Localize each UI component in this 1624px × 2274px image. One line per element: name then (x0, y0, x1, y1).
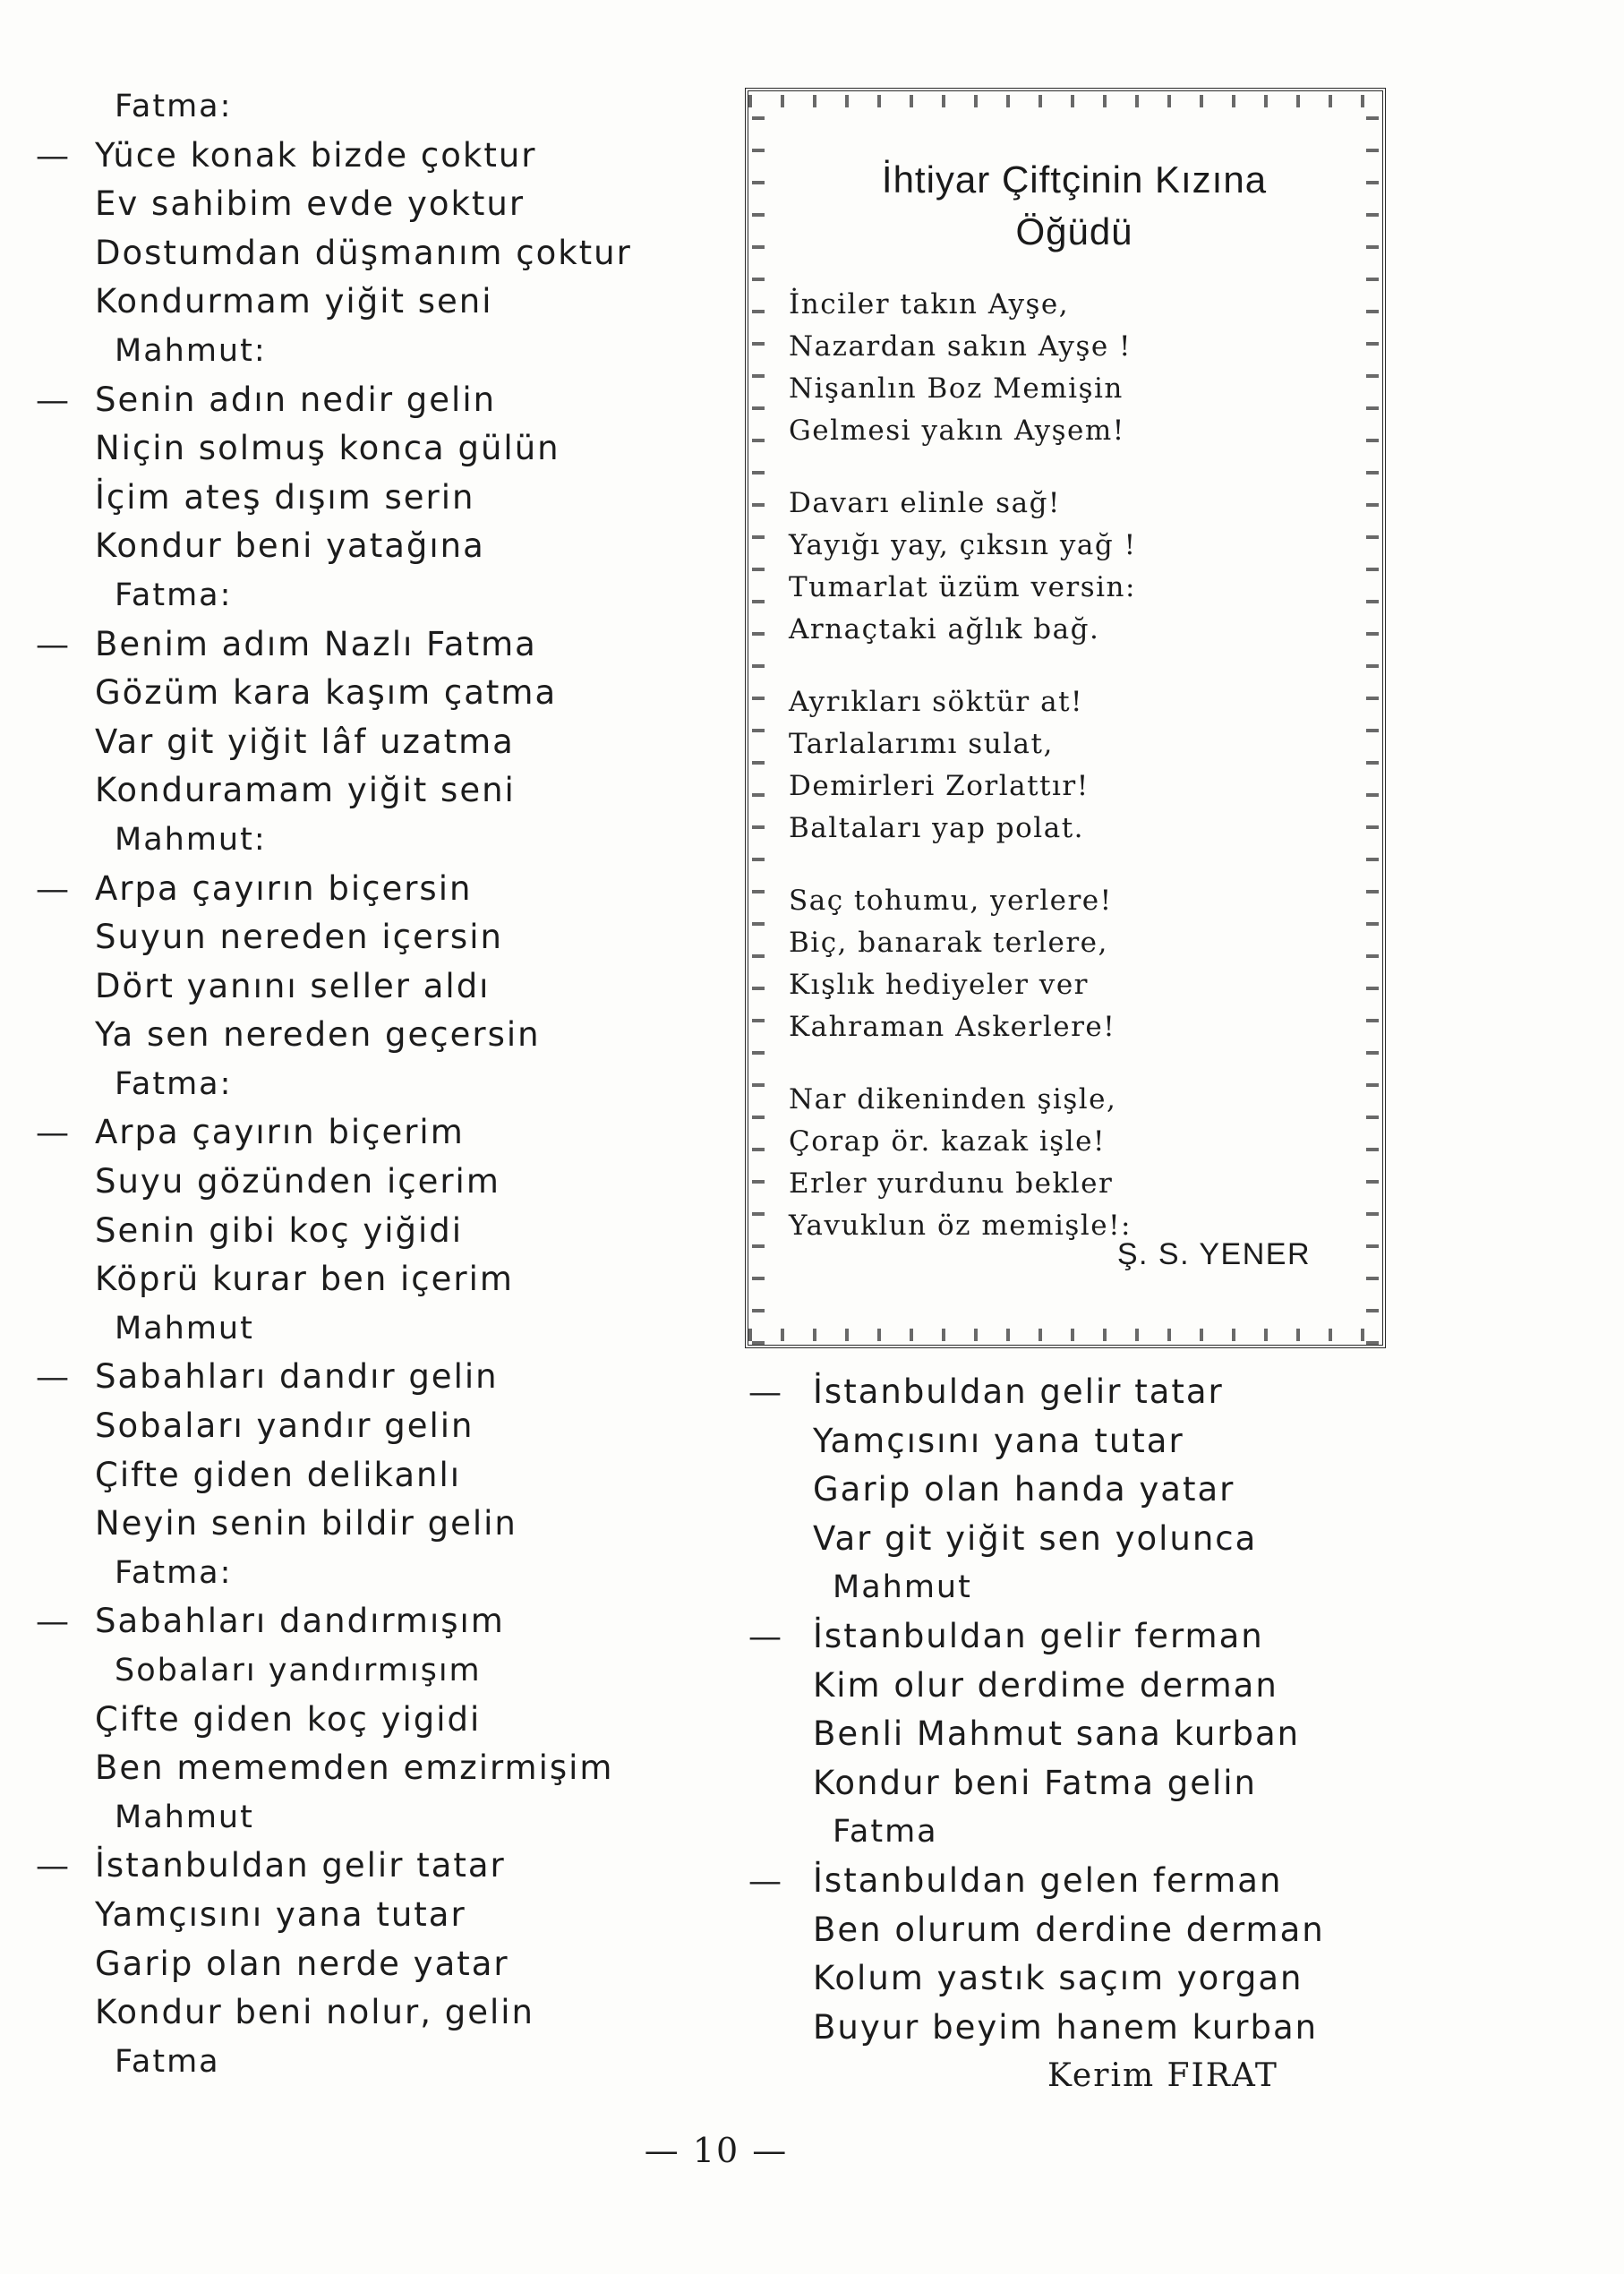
verse-text: Garip olan nerde yatar (95, 1944, 509, 1983)
verse-text: Senin adın nedir gelin (95, 380, 497, 419)
poem-title-line-1: İhtiyar Çiftçinin Kızına (881, 158, 1268, 201)
verse-text: Çifte giden delikanlı (95, 1455, 462, 1494)
speaker-name: Fatma: (115, 1065, 233, 1102)
left_column-line (36, 82, 716, 132)
verse-text: İçim ateş dışım serin (95, 477, 475, 517)
verse-text: Dostumdan düşmanım çoktur (95, 233, 632, 272)
speaker-name: Mahmut: (115, 821, 267, 858)
left_column-line (36, 327, 716, 376)
left_column-line (36, 1842, 716, 1891)
left_column-line (36, 229, 716, 278)
speaker-name: Fatma: (115, 1554, 233, 1591)
poem-stanza (789, 483, 1344, 651)
dialogue-dash: — (748, 1860, 783, 1900)
verse-text: Kondur beni nolur, gelin (95, 1993, 534, 2032)
right_column-line (748, 2004, 1375, 2053)
speaker-name: Fatma: (115, 577, 233, 613)
poem-verse-line: Ayrıkları söktür at! (789, 686, 1083, 718)
frame-border-left (752, 91, 765, 1345)
left_column-line (36, 1304, 716, 1354)
left_column-line (36, 1744, 716, 1793)
speaker-name: Mahmut (833, 1569, 972, 1606)
verse-text: Benim adım Nazlı Fatma (95, 624, 537, 663)
dialogue-dash: — (748, 1372, 783, 1411)
left_column-line (36, 865, 716, 914)
poem-verse-line: Yayığı yay, çıksın yağ ! (789, 529, 1137, 561)
speaker-name: Mahmut: (115, 332, 267, 369)
left_column-line (36, 1402, 716, 1451)
verse-text: Yüce konak bizde çoktur (95, 135, 537, 175)
frame-border-right (1366, 91, 1379, 1345)
frame-border-bottom (748, 1329, 1382, 1341)
verse-text: Sabahları dandırmışım (95, 1602, 505, 1641)
verse-text: Ben mememden emzirmişim (95, 1748, 614, 1788)
left_column-line (36, 1500, 716, 1549)
left_column-line (36, 1108, 716, 1158)
poem-title (784, 154, 1364, 258)
verse-text: Senin gibi koç yiğidi (95, 1210, 464, 1250)
poem-verse-line: Davarı elinle sağ! (789, 487, 1061, 519)
poem-stanza (789, 880, 1344, 1048)
dialogue-dash: — (36, 624, 71, 663)
verse-text: Neyin senin bildir gelin (95, 1504, 517, 1543)
poem-verse-line: İnciler takın Ayşe, (789, 288, 1070, 321)
left_column-line (36, 522, 716, 571)
verse-text: Kondur beni yatağına (95, 526, 485, 566)
right_column-line (748, 1954, 1375, 2004)
dialogue-dash: — (748, 1616, 783, 1655)
poem-verse-line: Yavuklun öz memişle!: (789, 1210, 1132, 1242)
verse-text: Niçin solmuş konca gülün (95, 429, 560, 468)
author-name: Kerim FIRAT (1047, 2057, 1278, 2095)
poem-verse-line: Arnaçtaki ağlık bağ. (789, 613, 1100, 645)
verse-text: Kolum yastık saçım yorgan (813, 1959, 1303, 1998)
poem-verse-line: Demirleri Zorlattır! (789, 770, 1090, 802)
right_column-line (748, 1466, 1375, 1515)
right-column-poem (748, 1368, 1375, 2101)
left_column-line (36, 376, 716, 425)
poem-verse-line: Kışlık hediyeler ver (789, 969, 1089, 1001)
right_column-line (748, 2052, 1375, 2101)
left_column-line (36, 1988, 716, 2038)
left_column-line (36, 962, 716, 1012)
verse-text: Benli Mahmut sana kurban (813, 1714, 1301, 1754)
right_column-line (748, 1612, 1375, 1662)
poem-verse-line: Tumarlat üzüm versin: (789, 571, 1136, 603)
poem-verse-line: Tarlalarımı sulat, (789, 728, 1054, 760)
poem-verse-line: Saç tohumu, yerlere! (789, 885, 1113, 917)
left_column-line (36, 278, 716, 327)
verse-text: Köprü kurar ben içerim (95, 1260, 514, 1299)
verse-text: Çifte giden koç yigidi (95, 1699, 482, 1739)
right_column-line (748, 1515, 1375, 1564)
verse-text: Sobaları yandır gelin (95, 1406, 474, 1446)
right_column-line (748, 1417, 1375, 1466)
left_column-line (36, 1060, 716, 1109)
speaker-name: Fatma: (115, 89, 233, 124)
speaker-name: Fatma (115, 2043, 220, 2080)
left_column-line (36, 1696, 716, 1745)
dialogue-dash: — (36, 380, 71, 419)
verse-text: Konduramam yiğit seni (95, 771, 516, 810)
right_column-line (748, 1368, 1375, 1417)
left_column-line (36, 1597, 716, 1646)
page-number: — 10 — (644, 2131, 789, 2170)
verse-text: Suyun nereden içersin (95, 918, 503, 957)
poem-verse-line: Nazardan sakın Ayşe ! (789, 330, 1133, 363)
right_column-line (748, 1662, 1375, 1711)
verse-text: Kondurmam yiğit seni (95, 282, 493, 321)
verse-text: Arpa çayırın biçerim (95, 1113, 465, 1152)
left_column-line (36, 180, 716, 229)
speaker-name: Mahmut (115, 1310, 254, 1346)
poem-verse-line: Erler yurdunu bekler (789, 1167, 1114, 1200)
poem-verse-line: Biç, banarak terlere, (789, 927, 1108, 959)
dialogue-dash: — (36, 135, 71, 175)
left-column-poem (36, 82, 716, 2086)
left_column-line (36, 913, 716, 962)
left_column-line (36, 1891, 716, 1940)
verse-text: Ben olurum derdine derman (813, 1910, 1325, 1949)
left_column-line (36, 1207, 716, 1256)
verse-text: Sabahları dandır gelin (95, 1357, 499, 1397)
poem-stanzas (789, 284, 1344, 1278)
verse-text: Dört yanını seller aldı (95, 966, 491, 1005)
speaker-name: Fatma (833, 1814, 938, 1851)
left_column-line (36, 1353, 716, 1402)
verse-text: Buyur beyim hanem kurban (813, 2007, 1319, 2047)
poem-verse-line: Çorap ör. kazak işle! (789, 1125, 1106, 1158)
left_column-line (36, 1646, 716, 1696)
left_column-line (36, 1793, 716, 1842)
left_column-line (36, 1549, 716, 1598)
right_column-line (748, 1759, 1375, 1808)
verse-text: Ev sahibim evde yoktur (95, 184, 526, 224)
poem-stanza (789, 1079, 1344, 1247)
left_column-line (36, 2038, 716, 2087)
verse-text: Var git yiğit lâf uzatma (95, 722, 515, 761)
verse-text: Kondur beni Fatma gelin (813, 1763, 1257, 1802)
verse-text: Gözüm kara kaşım çatma (95, 673, 558, 713)
left_column-line (36, 571, 716, 620)
left_column-line (36, 620, 716, 670)
right_column-line (748, 1808, 1375, 1857)
left_column-line (36, 718, 716, 767)
right_column-line (748, 1906, 1375, 1955)
left_column-line (36, 132, 716, 181)
left_column-line (36, 424, 716, 474)
poem-verse-line: Nişanlın Boz Memişin (789, 372, 1124, 405)
verse-text: Suyu gözünden içerim (95, 1162, 500, 1201)
dialogue-dash: — (36, 1357, 71, 1397)
left_column-line (36, 1940, 716, 1989)
dialogue-dash: — (36, 1602, 71, 1641)
verse-text: Kim olur derdime derman (813, 1665, 1278, 1705)
left_column-line (36, 1451, 716, 1500)
verse-text: Yamçısını yana tutar (813, 1421, 1184, 1460)
poem-verse-line: Baltaları yap polat. (789, 812, 1085, 844)
verse-text: Var git yiğit sen yolunca (813, 1518, 1258, 1558)
right_column-line (748, 1563, 1375, 1612)
dialogue-dash: — (36, 1846, 71, 1885)
left_column-line (36, 474, 716, 523)
verse-text: Arpa çayırın biçersin (95, 868, 473, 908)
left_column-line (36, 766, 716, 816)
poem-verse-line: Kahraman Askerlere! (789, 1011, 1116, 1043)
framed-poem-box (745, 88, 1386, 1348)
speaker-name: Mahmut (115, 1799, 254, 1835)
frame-border-top (748, 95, 1382, 107)
poem-verse-line: Nar dikeninden şişle, (789, 1083, 1117, 1116)
right_column-line (748, 1710, 1375, 1759)
left_column-line (36, 1158, 716, 1207)
poem-stanza (789, 284, 1344, 452)
left_column-line (36, 1011, 716, 1060)
verse-text: İstanbuldan gelir tatar (813, 1372, 1224, 1411)
poem-title-line-2: Öğüdü (1015, 210, 1133, 252)
verse-text: İstanbuldan gelen ferman (813, 1860, 1283, 1900)
left_column-line (36, 1255, 716, 1304)
left_column-line (36, 816, 716, 865)
verse-text: Garip olan handa yatar (813, 1470, 1235, 1509)
verse-text: İstanbuldan gelir tatar (95, 1846, 506, 1885)
verse-text: İstanbuldan gelir ferman (813, 1616, 1264, 1655)
verse-text: Yamçısını yana tutar (95, 1894, 466, 1934)
right_column-line (748, 1857, 1375, 1906)
speaker-name: Sobaları yandırmışım (115, 1653, 482, 1688)
dialogue-dash: — (36, 868, 71, 908)
poem-signature: Ş. S. YENER (1116, 1237, 1311, 1271)
verse-text: Ya sen nereden geçersin (95, 1015, 541, 1055)
poem-verse-line: Gelmesi yakın Ayşem! (789, 415, 1125, 447)
left_column-line (36, 669, 716, 718)
dialogue-dash: — (36, 1113, 71, 1152)
poem-stanza (789, 681, 1344, 850)
